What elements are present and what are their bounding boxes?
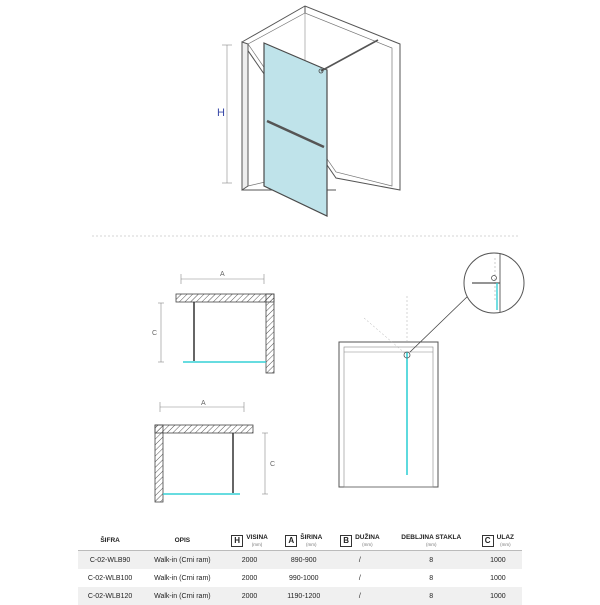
cell-glass: 8 bbox=[429, 575, 434, 582]
cell-width: 1190-1200 bbox=[277, 587, 331, 605]
height-box-icon: H bbox=[231, 535, 243, 547]
col-description: OPIS bbox=[142, 532, 222, 551]
cell-glass: 8 bbox=[389, 551, 474, 570]
width-box-icon: A bbox=[285, 535, 297, 547]
col-code: ŠIFRA bbox=[78, 532, 142, 551]
cell-description: Walk-in (Crni ram) bbox=[142, 587, 222, 605]
left-wall bbox=[242, 42, 248, 190]
cell-description: Walk-in (Crni ram) bbox=[142, 551, 222, 570]
glass-panel bbox=[264, 43, 327, 216]
detail-callout bbox=[464, 253, 524, 313]
col-width: A ŠIRINA (mm) bbox=[277, 532, 331, 551]
cell-height: 2000 bbox=[223, 551, 277, 570]
cell-entry: 1000 bbox=[474, 587, 522, 605]
entry-box-icon: C bbox=[482, 535, 494, 547]
cell-code: C-02-WLB90 bbox=[78, 551, 142, 570]
entry-label-2: C bbox=[270, 461, 276, 468]
front-elevation bbox=[339, 294, 470, 487]
cell-code: C-02-WLB100 bbox=[87, 575, 133, 582]
height-label: H bbox=[217, 107, 225, 119]
cell-width: 990-1000 bbox=[288, 575, 319, 582]
cell-glass: 8 bbox=[389, 587, 474, 605]
table-row bbox=[78, 569, 522, 587]
table-row bbox=[78, 551, 522, 570]
cell-code: C-02-WLB120 bbox=[78, 587, 142, 605]
col-height: H VISINA (mm) bbox=[223, 532, 277, 551]
spec-table bbox=[78, 532, 522, 605]
table-row bbox=[78, 587, 522, 605]
cell-width: 890-900 bbox=[277, 551, 331, 570]
col-length: B DUŽINA (mm) bbox=[331, 532, 389, 551]
cell-length: / bbox=[331, 551, 389, 570]
cell-height: 2000 bbox=[223, 587, 277, 605]
plan-view-top bbox=[152, 271, 274, 373]
plan-view-bottom bbox=[155, 400, 275, 502]
perspective-view bbox=[217, 6, 400, 216]
table-header-row bbox=[78, 532, 522, 551]
cell-length: / bbox=[358, 575, 361, 582]
cell-description: Walk-in (Crni ram) bbox=[154, 575, 211, 582]
cell-length: / bbox=[331, 587, 389, 605]
width-label-2: A bbox=[201, 400, 206, 407]
col-entry: C ULAZ (mm) bbox=[474, 532, 522, 551]
cell-entry: 1000 bbox=[490, 575, 506, 582]
width-label-1: A bbox=[220, 271, 225, 278]
stabilizer-bar bbox=[321, 40, 378, 71]
cell-height: 2000 bbox=[241, 575, 258, 582]
cell-entry: 1000 bbox=[474, 551, 522, 570]
col-glass: DEBLJINA STAKLA (mm) bbox=[389, 532, 474, 551]
entry-label-1: C bbox=[152, 330, 158, 337]
length-box-icon: B bbox=[340, 535, 352, 547]
